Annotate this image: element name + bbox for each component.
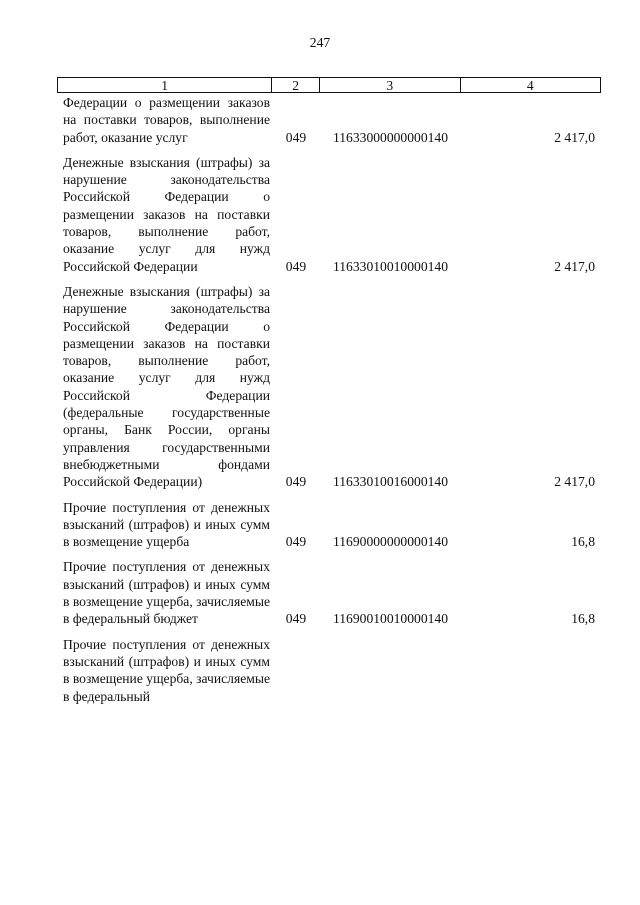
table-row — [57, 154, 601, 275]
table-row — [57, 636, 601, 705]
row-description: Денежные взыскания (штрафы) за нарушение законодательства Российской Федерации о размещении заказов на поставки товаров, выполнение работ, оказание услуг для нужд Российской Федерации (федеральные государственные органы, Банк России, органы управления государственными внебюджетными фондами Российской Федерации) — [63, 283, 270, 490]
row-admin-code: 049 — [285, 129, 307, 145]
row-budget-code: 11633000000000140 — [332, 129, 449, 145]
row-description: Федерации о размещении заказов на поставки товаров, выполнение работ, оказание услуг — [63, 95, 270, 145]
row-amount: 2 417,0 — [554, 258, 595, 274]
row-description: Денежные взыскания (штрафы) за нарушение законодательства Российской Федерации о размещении заказов на поставки товаров, выполнение работ, оказание услуг для нужд Российской Федерации — [63, 154, 270, 274]
header-col-3: 3 — [320, 78, 460, 92]
table-row — [57, 93, 601, 146]
row-admin-code: 049 — [285, 534, 307, 550]
page-number: 247 — [309, 35, 331, 50]
revenue-table — [57, 77, 601, 705]
row-amount: 2 417,0 — [554, 474, 595, 490]
row-budget-code: 11633010010000140 — [332, 258, 449, 274]
row-budget-code: 11690000000000140 — [332, 534, 449, 550]
row-description: Прочие поступления от денежных взысканий (штрафов) и иных сумм в возмещение ущерба — [63, 499, 270, 550]
row-amount: 2 417,0 — [554, 129, 595, 145]
header-col-1: 1 — [58, 78, 272, 92]
table-row — [57, 499, 601, 551]
header-col-4: 4 — [526, 78, 534, 93]
row-amount: 16,8 — [571, 611, 595, 627]
row-admin-code: 049 — [285, 258, 307, 274]
row-admin-code: 049 — [285, 474, 307, 490]
row-description: Прочие поступления от денежных взысканий (штрафов) и иных сумм в возмещение ущерба, зачисляемые в федеральный бюджет — [63, 559, 270, 627]
table-row — [57, 283, 601, 491]
table-header — [57, 77, 601, 93]
row-admin-code: 049 — [285, 611, 307, 627]
table-row — [57, 558, 601, 627]
row-description: Прочие поступления от денежных взысканий (штрафов) и иных сумм в возмещение ущерба, зачисляемые в федеральный — [63, 636, 270, 704]
header-col-2: 2 — [272, 78, 320, 92]
row-amount: 16,8 — [571, 534, 595, 550]
row-budget-code: 11690010010000140 — [332, 611, 449, 627]
row-budget-code: 11633010016000140 — [332, 474, 449, 490]
